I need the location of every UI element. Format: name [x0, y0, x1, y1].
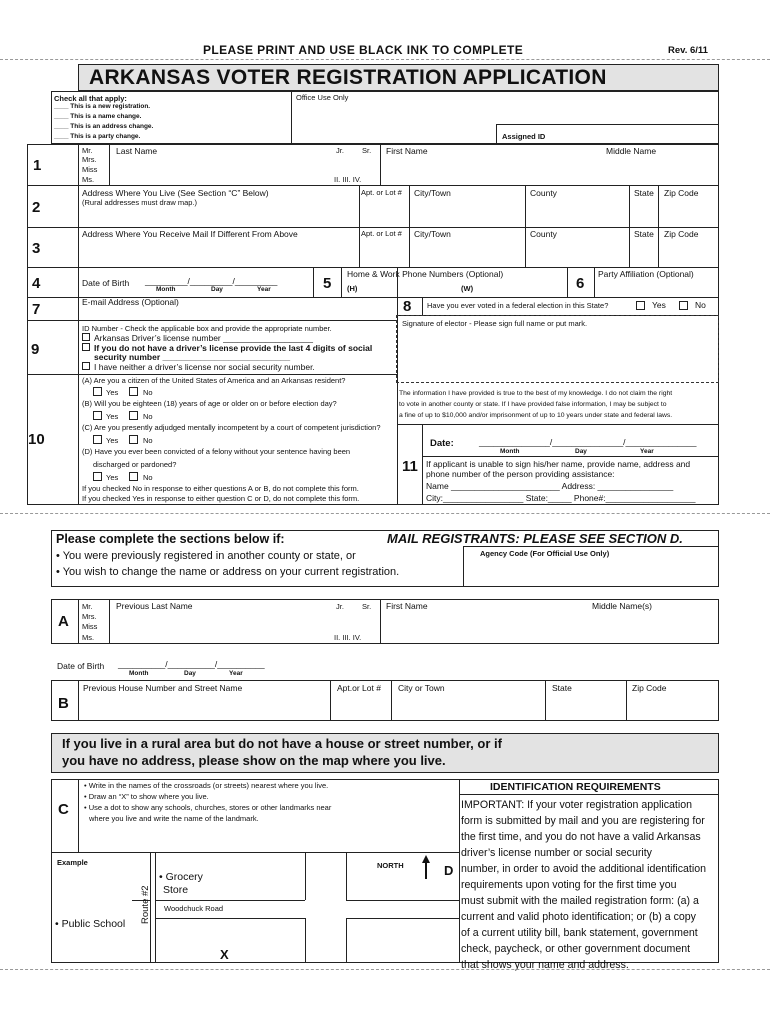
mailing-address-field[interactable]: Address Where You Receive Mail If Different From Above — [82, 229, 298, 239]
oath-day-label: Day — [575, 448, 587, 455]
qc-yes-checkbox[interactable] — [93, 435, 102, 444]
address-change-option[interactable]: ____ This is an address change. — [54, 123, 154, 130]
mail-city-field[interactable]: City/Town — [414, 229, 451, 239]
qb-yes-label: Yes — [106, 412, 119, 421]
party-affiliation-field[interactable]: Party Affiliation (Optional) — [598, 269, 694, 279]
section-11-number: 11 — [402, 458, 418, 475]
oath-date-label: Date: — [430, 438, 454, 449]
previous-apt-field[interactable]: Apt.or Lot # — [337, 683, 381, 693]
federal-election-question: Have you ever voted in a federal election in this State? — [427, 301, 609, 310]
qc-yes-label: Yes — [106, 436, 119, 445]
question-b: (B) Will you be eighteen (18) years of age or older on or before election day? — [82, 399, 337, 408]
section-c-letter: C — [58, 801, 69, 818]
voted-yes-label: Yes — [652, 300, 666, 310]
section-8-number: 8 — [403, 298, 412, 315]
title-mrs[interactable]: Mrs. — [82, 155, 97, 164]
assistance-line-2: phone number of the person providing assistance: — [426, 469, 615, 479]
id-number-instruction: ID Number - Check the applicable box and provide the appropriate number. — [82, 324, 332, 333]
prev-title-mr[interactable]: Mr. — [82, 602, 93, 611]
section-6-number: 6 — [576, 275, 585, 292]
office-use-label: Office Use Only — [296, 93, 349, 102]
ssn-checkbox[interactable] — [82, 343, 90, 351]
qb-no-checkbox[interactable] — [129, 411, 138, 420]
oath-line-1: The information I have provided is true to the best of my knowledge. I do not claim the right — [399, 390, 673, 397]
prev-dob-month: Month — [129, 670, 149, 677]
road-label: Woodchuck Road — [164, 904, 224, 913]
qc-no-checkbox[interactable] — [129, 435, 138, 444]
id-req-line-1: IMPORTANT: If your voter registration application — [461, 799, 692, 811]
section-10-number: 10 — [28, 431, 45, 448]
no-id-checkbox[interactable] — [82, 362, 90, 370]
question-d-cont: discharged or pardoned? — [93, 460, 177, 469]
previous-city-field[interactable]: City or Town — [398, 683, 445, 693]
grocery-label: • Grocery — [159, 871, 203, 883]
qa-yes-label: Yes — [106, 388, 119, 397]
previous-zip-field[interactable]: Zip Code — [632, 683, 667, 693]
prev-jr-option[interactable]: Jr. — [336, 602, 344, 611]
section-3-number: 3 — [32, 240, 41, 257]
qa-no-checkbox[interactable] — [129, 387, 138, 396]
question-c: (C) Are you presently adjudged mentally incompetent by a court of competent jurisdiction? — [82, 423, 381, 432]
lower-heading: Please complete the sections below if: — [56, 532, 285, 546]
mail-state-field[interactable]: State — [634, 229, 654, 239]
section-b-letter: B — [58, 695, 69, 712]
title-miss[interactable]: Miss — [82, 165, 98, 174]
home-x-marker: X — [220, 947, 229, 962]
title-ms[interactable]: Ms. — [82, 175, 95, 184]
id-requirements-title: IDENTIFICATION REQUIREMENTS — [490, 781, 661, 793]
previous-middle-name-field[interactable]: Middle Name(s) — [592, 601, 652, 611]
previous-last-name-field[interactable]: Previous Last Name — [116, 601, 193, 611]
qd-yes-label: Yes — [106, 473, 119, 482]
oath-month-label: Month — [500, 448, 520, 455]
section-9-number: 9 — [31, 341, 40, 358]
id-req-line-11: that shows your name and address. — [461, 959, 629, 971]
dob-blanks[interactable]: _________/_________/_________ — [145, 276, 278, 286]
dob-month-label: Month — [156, 286, 176, 293]
ssn-field[interactable]: security number ___________________________ — [94, 352, 291, 362]
note-c-d: If you checked Yes in response to either question C or D, do not complete this form. — [82, 494, 360, 503]
qb-yes-checkbox[interactable] — [93, 411, 102, 420]
voted-no-checkbox[interactable] — [679, 301, 688, 310]
jr-option[interactable]: Jr. — [336, 146, 344, 155]
bullet-previous-registered: • You were previously registered in another county or state, or — [56, 550, 356, 562]
assistant-name-field[interactable]: Name _______________________ Address: ________________ — [426, 481, 674, 491]
check-all-label: Check all that apply: — [54, 94, 127, 103]
no-id-label: I have neither a driver’s license nor social security number. — [94, 362, 315, 372]
qd-no-label: No — [143, 473, 153, 482]
id-req-line-9: of a current utility bill, bank statement, government — [461, 927, 698, 939]
party-change-option[interactable]: ____ This is a party change. — [54, 133, 141, 140]
new-registration-option[interactable]: ____ This is a new registration. — [54, 103, 151, 110]
registration-type-box — [51, 91, 719, 144]
signature-label: Signature of elector - Please sign full name or put mark. — [402, 319, 588, 328]
prev-dob-year: Year — [229, 670, 243, 677]
signature-box[interactable] — [396, 315, 719, 383]
section-1-number: 1 — [33, 157, 42, 174]
prev-dob-label: Date of Birth — [57, 661, 105, 671]
title-mr[interactable]: Mr. — [82, 146, 93, 155]
id-req-line-10: check, paycheck, or other government document — [461, 943, 691, 955]
qd-yes-checkbox[interactable] — [93, 472, 102, 481]
map-example-label: Example — [57, 858, 88, 867]
question-d: (D) Have you ever been convicted of a felony without your sentence having been — [82, 447, 351, 456]
assistance-line-1: If applicant is unable to sign his/her name, provide name, address and — [426, 459, 691, 469]
id-req-line-8: current and valid photo identification; or (b) a copy — [461, 911, 696, 923]
dob-year-label: Year — [257, 286, 271, 293]
id-req-line-4: driver’s license number or social security — [461, 847, 652, 859]
qb-no-label: No — [143, 412, 153, 421]
page-title: ARKANSAS VOTER REGISTRATION APPLICATION — [89, 66, 607, 89]
map-instruction-4: where you live and write the name of the landmark. — [89, 814, 259, 823]
map-instruction-2: • Draw an “X” to show where you live. — [84, 792, 209, 801]
zip-field[interactable]: Zip Code — [664, 188, 699, 198]
work-phone-field[interactable]: (W) — [461, 284, 474, 293]
prev-dob-blanks[interactable]: __________/__________/__________ — [118, 659, 265, 669]
sr-option[interactable]: Sr. — [362, 146, 372, 155]
prev-sr-option[interactable]: Sr. — [362, 602, 372, 611]
mail-apt-field[interactable]: Apt. or Lot # — [361, 229, 402, 238]
map-instruction-3: • Use a dot to show any schools, churches, stores or other landmarks near — [84, 803, 332, 812]
route-label: Route #2 — [140, 885, 151, 924]
assistant-city-field[interactable]: City:_________________ State:_____ Phone#:___________________ — [426, 493, 696, 503]
qa-yes-checkbox[interactable] — [93, 387, 102, 396]
state-field[interactable]: State — [634, 188, 654, 198]
id-req-line-5: number, in order to avoid the additional identification — [461, 863, 706, 875]
middle-name-field[interactable]: Middle Name — [606, 146, 657, 156]
store-label: Store — [163, 884, 189, 896]
prev-dob-day: Day — [184, 670, 196, 677]
assigned-id-label: Assigned ID — [502, 132, 546, 141]
note-a-b: If you checked No in response to either questions A or B, do not complete this form. — [82, 484, 359, 493]
qd-no-checkbox[interactable] — [129, 472, 138, 481]
phone-label: Home & Work Phone Numbers (Optional) — [347, 269, 504, 279]
home-phone-field[interactable]: (H) — [347, 284, 358, 293]
county-field[interactable]: County — [530, 188, 557, 198]
school-label: • Public School — [55, 918, 126, 930]
first-name-field[interactable]: First Name — [386, 146, 428, 156]
mail-registrants-note: MAIL REGISTRANTS: PLEASE SEE SECTION D. — [387, 531, 683, 546]
oath-line-2: to vote in another county or state. If I have provided false information, I may be subject to — [399, 401, 667, 408]
suffix-options[interactable]: II. III. IV. — [334, 175, 362, 184]
north-label: NORTH — [377, 861, 404, 870]
section-a-letter: A — [58, 613, 69, 630]
mail-zip-field[interactable]: Zip Code — [664, 229, 699, 239]
last-name-field[interactable]: Last Name — [116, 146, 158, 156]
question-a: (A) Are you a citizen of the United States of America and an Arkansas resident? — [82, 376, 346, 385]
rural-note: (Rural addresses must draw map.) — [82, 198, 198, 207]
prev-suffix-options[interactable]: II. III. IV. — [334, 633, 362, 642]
voted-yes-checkbox[interactable] — [636, 301, 645, 310]
ssn-instruction: If you do not have a driver’s license provide the last 4 digits of social — [94, 343, 373, 353]
section-7-number: 7 — [32, 301, 41, 318]
prev-title-ms[interactable]: Ms. — [82, 633, 95, 642]
north-arrow-icon — [421, 855, 431, 879]
bullet-change-name-address: • You wish to change the name or address on your current registration. — [56, 566, 400, 578]
drivers-license-checkbox[interactable] — [82, 333, 90, 341]
previous-state-field[interactable]: State — [552, 683, 572, 693]
oath-date-blanks[interactable]: _______________/_______________/_______________ — [479, 437, 697, 447]
id-req-line-7: must submit with the mailed registration form: (a) a — [461, 895, 699, 907]
section-5-number: 5 — [323, 275, 332, 292]
qa-no-label: No — [143, 388, 153, 397]
name-change-option[interactable]: ____ This is a name change. — [54, 113, 142, 120]
rural-line-2: you have no address, please show on the map where you live. — [62, 753, 446, 768]
revision-label: Rev. 6/11 — [668, 45, 708, 56]
id-req-line-6: requirements upon voting for the first time you — [461, 879, 677, 891]
dob-day-label: Day — [211, 286, 223, 293]
city-town-field[interactable]: City/Town — [414, 188, 451, 198]
mail-county-field[interactable]: County — [530, 229, 557, 239]
agency-code-label: Agency Code (For Official Use Only) — [480, 549, 610, 558]
prev-title-mrs[interactable]: Mrs. — [82, 612, 97, 621]
map-instruction-1: • Write in the names of the crossroads (or streets) nearest where you live. — [84, 781, 329, 790]
section-4-number: 4 — [32, 275, 41, 292]
print-instruction: PLEASE PRINT AND USE BLACK INK TO COMPLETE — [203, 43, 524, 57]
rural-line-1: If you live in a rural area but do not have a house or street number, or if — [62, 736, 502, 751]
drivers-license-field[interactable]: Arkansas Driver’s license number ___________________ — [94, 333, 313, 343]
previous-first-name-field[interactable]: First Name — [386, 601, 428, 611]
section-2-number: 2 — [32, 199, 41, 216]
prev-title-miss[interactable]: Miss — [82, 622, 98, 631]
oath-year-label: Year — [640, 448, 654, 455]
oath-line-3: a fine of up to $10,000 and/or imprisonment of up to 10 years under state and federal laws. — [399, 412, 673, 419]
residence-address-field[interactable]: Address Where You Live (See Section “C” Below) — [82, 188, 269, 198]
id-req-line-2: form is submitted by mail and you are registering for — [461, 815, 705, 827]
qc-no-label: No — [143, 436, 153, 445]
section-d-letter: D — [444, 863, 454, 878]
apt-lot-field[interactable]: Apt. or Lot # — [361, 188, 402, 197]
dob-label: Date of Birth — [82, 278, 130, 288]
id-req-line-3: the first time, and you do not have a valid Arkansas — [461, 831, 701, 843]
previous-address-field[interactable]: Previous House Number and Street Name — [83, 683, 243, 693]
email-field[interactable]: E-mail Address (Optional) — [82, 297, 179, 307]
voted-no-label: No — [695, 300, 706, 310]
